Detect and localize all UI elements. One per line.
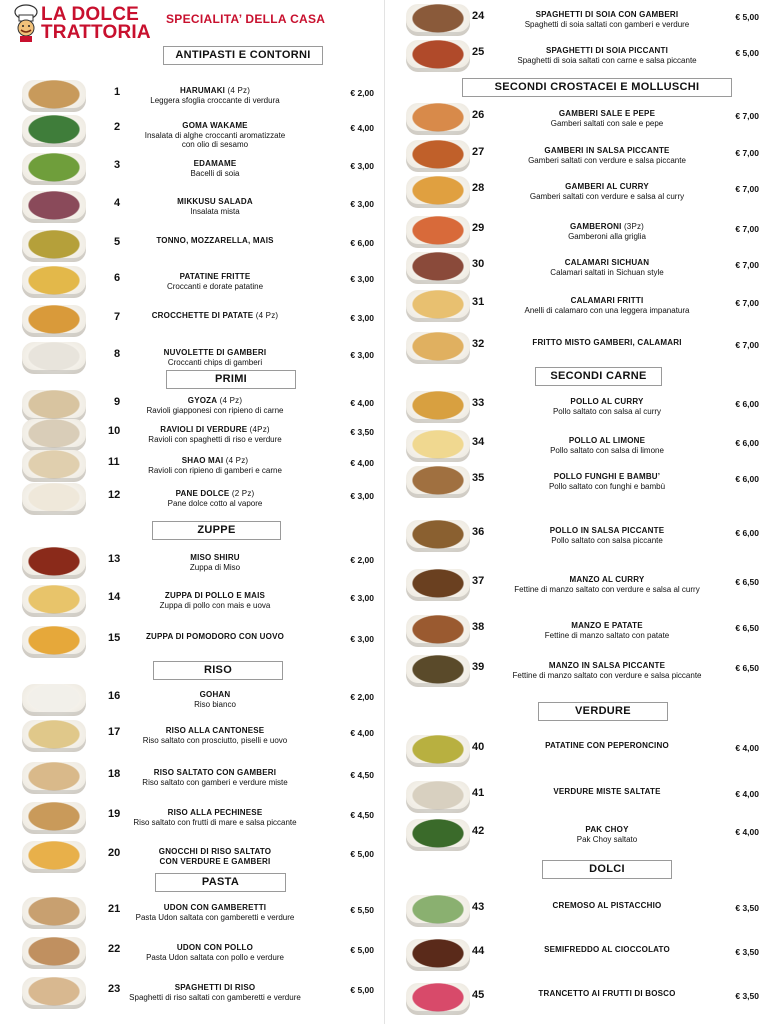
item-description: Fettine di manzo saltato con patate: [544, 630, 670, 640]
item-text: [496, 109, 718, 128]
item-price: € 5,00: [350, 985, 374, 995]
item-name: ZUPPA DI POMODORO CON UOVO: [145, 632, 285, 641]
item-number: 29: [472, 222, 485, 234]
item-portion: (3Pz): [621, 222, 645, 231]
item-number: 24: [472, 10, 485, 22]
item-name: GAMBERONI (3Pz): [569, 222, 645, 231]
item-name: GAMBERI AL CURRY: [565, 182, 649, 191]
item-name: PAK CHOY: [585, 825, 629, 834]
food-photo: [406, 40, 470, 72]
item-number: 16: [108, 690, 121, 702]
item-text: [496, 397, 718, 416]
section-heading: DOLCI: [542, 860, 672, 879]
item-name: EDAMAME: [193, 159, 237, 168]
food-photo: [406, 216, 470, 248]
item-description: Croccanti e dorate patatine: [166, 281, 264, 291]
item-number: 4: [114, 197, 121, 209]
item-price: € 4,00: [735, 827, 759, 837]
item-text: [496, 526, 718, 545]
item-number: 10: [108, 425, 121, 437]
menu-item[interactable]: [0, 436, 768, 472]
item-name: GOHAN: [199, 690, 231, 699]
item-price: € 5,50: [350, 905, 374, 915]
item-price: € 6,50: [735, 577, 759, 587]
item-name: SPAGHETTI DI RISO: [174, 983, 256, 992]
section-heading: SECONDI CROSTACEI E MOLLUSCHI: [462, 78, 732, 97]
item-name: RISO SALTATO CON GAMBERI: [153, 768, 277, 777]
item-price: € 6,00: [735, 474, 759, 484]
item-price: € 3,00: [350, 313, 374, 323]
item-description: Riso bianco: [194, 699, 236, 709]
menu-item[interactable]: [0, 825, 768, 861]
item-description: Pane dolce cotto al vapore: [167, 498, 263, 508]
menu-item[interactable]: [0, 10, 768, 46]
item-price: € 3,00: [350, 350, 374, 360]
item-name: HARUMAKI (4 Pz): [179, 86, 251, 95]
item-number: 5: [114, 236, 121, 248]
food-photo: [406, 103, 470, 135]
item-portion: (2 Pz): [229, 489, 255, 498]
item-number: 30: [472, 258, 485, 270]
menu-item[interactable]: [0, 222, 768, 258]
item-text: [496, 10, 718, 29]
item-price: € 3,00: [350, 634, 374, 644]
item-number: 20: [108, 847, 121, 859]
item-price: € 2,00: [350, 692, 374, 702]
food-photo: [406, 466, 470, 498]
item-description: Zuppa di Miso: [189, 562, 241, 572]
item-name: CALAMARI SICHUAN: [564, 258, 650, 267]
menu-item[interactable]: [0, 901, 768, 937]
item-price: € 5,00: [350, 849, 374, 859]
item-price: € 7,00: [735, 260, 759, 270]
item-name: FRITTO MISTO GAMBERI, CALAMARI: [532, 338, 682, 347]
item-price: € 5,00: [735, 48, 759, 58]
item-name: UDON CON GAMBERETTI: [163, 903, 267, 912]
item-price: € 3,50: [735, 947, 759, 957]
item-description: Spaghetti di riso saltati con gamberetti e verdure: [129, 992, 301, 1002]
item-portion: (4 Pz): [217, 396, 243, 405]
item-text: [496, 989, 718, 999]
item-name: PANE DOLCE (2 Pz): [175, 489, 255, 498]
item-name: RAVIOLI DI VERDURE (4Pz): [160, 425, 270, 434]
item-description: Pak Choy saltato: [576, 834, 638, 844]
item-price: € 4,50: [350, 810, 374, 820]
item-name: POLLO IN SALSA PICCANTE: [549, 526, 665, 535]
item-name: GYOZA (4 Pz): [187, 396, 243, 405]
item-description: Pollo saltato con funghi e bambù: [548, 481, 666, 491]
food-photo: [406, 4, 470, 36]
item-number: 27: [472, 146, 485, 158]
item-name: RISO ALLA CANTONESE: [165, 726, 265, 735]
item-description: Bacelli di soia: [190, 168, 240, 178]
food-photo: [406, 615, 470, 647]
food-photo: [406, 520, 470, 552]
item-number: 25: [472, 46, 485, 58]
item-name: GOMA WAKAME: [182, 121, 248, 130]
item-price: € 2,00: [350, 88, 374, 98]
item-name: ZUPPA DI POLLO E MAIS: [164, 591, 266, 600]
item-description: Insalata mista: [190, 206, 240, 216]
item-price: € 6,50: [735, 663, 759, 673]
item-number: 3: [114, 159, 121, 171]
item-description: Gamberoni alla griglia: [568, 231, 646, 241]
section-heading: PASTA: [155, 873, 286, 892]
item-number: 41: [472, 787, 485, 799]
item-price: € 6,00: [350, 238, 374, 248]
item-number: 18: [108, 768, 121, 780]
item-text: [496, 661, 718, 680]
item-price: € 4,00: [350, 728, 374, 738]
item-name: SPAGHETTI DI SOIA CON GAMBERI: [535, 10, 679, 19]
item-name: TRANCETTO AI FRUTTI DI BOSCO: [538, 989, 676, 998]
item-portion: (4 Pz): [253, 311, 279, 320]
item-text: [496, 945, 718, 955]
item-price: € 6,00: [735, 399, 759, 409]
item-number: 11: [108, 456, 120, 468]
food-photo: [406, 391, 470, 423]
item-description: Ravioli con ripieno di gamberi e carne: [148, 465, 282, 475]
item-text: [496, 182, 718, 201]
item-price: € 6,50: [735, 623, 759, 633]
item-price: € 4,00: [350, 123, 374, 133]
item-text: [496, 575, 718, 594]
item-price: € 3,00: [350, 161, 374, 171]
food-photo: [406, 290, 470, 322]
item-number: 35: [472, 472, 485, 484]
item-description: Zuppa di pollo con mais e uova: [159, 600, 271, 610]
menu-item[interactable]: [0, 109, 768, 145]
item-name: MISO SHIRU: [190, 553, 240, 562]
item-name: UDON CON POLLO: [176, 943, 254, 952]
brand-name-line1: LA DOLCE: [41, 4, 140, 25]
item-description: Ravioli con spaghetti di riso e verdure: [148, 434, 282, 444]
item-price: € 7,00: [735, 184, 759, 194]
item-text: [496, 296, 718, 315]
item-number: 1: [114, 86, 121, 98]
item-name: GAMBERI IN SALSA PICCANTE: [544, 146, 670, 155]
item-number: 44: [472, 945, 485, 957]
menu-item[interactable]: [0, 741, 768, 777]
item-name: MANZO AL CURRY: [569, 575, 645, 584]
item-number: 7: [114, 311, 121, 323]
item-description: Spaghetti di soia saltati con gamberi e verdure: [524, 19, 690, 29]
menu-item[interactable]: [0, 787, 768, 823]
item-price: € 7,00: [735, 224, 759, 234]
item-portion: (4 Pz): [223, 456, 249, 465]
item-name: GNOCCHI DI RISO SALTATO CON VERDURE E GAMBERI: [158, 847, 272, 866]
item-price: € 7,00: [735, 148, 759, 158]
item-name: TONNO, MOZZARELLA, MAIS: [156, 236, 274, 245]
section-heading: PRIMI: [166, 370, 296, 389]
item-number: 13: [108, 553, 121, 565]
slogan: SPECIALITA’ DELLA CASA: [166, 12, 326, 26]
item-number: 34: [472, 436, 485, 448]
item-number: 36: [472, 526, 485, 538]
item-number: 33: [472, 397, 485, 409]
item-number: 21: [108, 903, 121, 915]
item-text: [496, 338, 718, 348]
food-photo: [406, 252, 470, 284]
item-price: € 7,00: [735, 340, 759, 350]
item-number: 39: [472, 661, 485, 673]
item-description: Spaghetti di soia saltati con carne e salsa piccante: [517, 55, 697, 65]
item-number: 12: [108, 489, 121, 501]
item-name: PATATINE CON PEPERONCINO: [545, 741, 669, 750]
item-price: € 5,00: [735, 12, 759, 22]
item-description: Riso saltato con prosciutto, piselli e uovo: [142, 735, 288, 745]
item-description: Ravioli giapponesi con ripieno di carne: [146, 405, 284, 415]
item-price: € 3,50: [735, 903, 759, 913]
item-name: MIKKUSU SALADA: [177, 197, 253, 206]
item-price: € 4,00: [350, 398, 374, 408]
item-price: € 6,00: [735, 438, 759, 448]
item-price: € 7,00: [735, 298, 759, 308]
item-price: € 6,00: [735, 528, 759, 538]
item-number: 42: [472, 825, 485, 837]
item-number: 15: [108, 632, 121, 644]
menu-item[interactable]: [0, 296, 768, 332]
food-photo: [406, 983, 470, 1015]
item-name: SEMIFREDDO AL CIOCCOLATO: [544, 945, 670, 954]
item-price: € 3,00: [350, 491, 374, 501]
item-price: € 3,00: [350, 274, 374, 284]
item-description: Fettine di manzo saltato con verdure e salsa al curry: [514, 584, 700, 594]
item-name: NUVOLETTE DI GAMBERI: [163, 348, 267, 357]
section-heading: VERDURE: [538, 702, 668, 721]
item-price: € 3,50: [735, 991, 759, 1001]
item-description: Riso saltato con frutti di mare e salsa piccante: [133, 817, 297, 827]
item-number: 37: [472, 575, 485, 587]
food-photo: [406, 332, 470, 364]
item-number: 2: [114, 121, 121, 133]
item-description: Pollo saltato con salsa piccante: [551, 535, 663, 545]
food-photo: [406, 430, 470, 462]
item-description: Insalata di alghe croccanti aromatizzate con olio di sesamo: [144, 130, 286, 149]
food-photo: [406, 655, 470, 687]
item-name: GAMBERI SALE E PEPE: [558, 109, 656, 118]
menu-item[interactable]: [0, 182, 768, 218]
item-name: POLLO AL LIMONE: [568, 436, 646, 445]
item-description: Riso saltato con gamberi e verdure miste: [142, 777, 288, 787]
item-price: € 3,00: [350, 593, 374, 603]
section-heading: SECONDI CARNE: [535, 367, 662, 386]
item-description: Gamberi saltati con verdure e salsa piccante: [528, 155, 686, 165]
item-text: [496, 901, 718, 911]
item-name: CALAMARI FRITTI: [570, 296, 644, 305]
menu-item[interactable]: [0, 989, 768, 1025]
item-price: € 3,50: [350, 427, 374, 437]
item-number: 23: [108, 983, 121, 995]
item-text: [496, 472, 718, 491]
item-number: 8: [114, 348, 121, 360]
item-number: 43: [472, 901, 485, 913]
menu-item[interactable]: [0, 526, 768, 562]
item-name: SPAGHETTI DI SOIA PICCANTI: [545, 46, 669, 55]
item-text: [496, 825, 718, 844]
item-description: Fettine di manzo saltato con verdure e salsa piccante: [512, 670, 702, 680]
item-name: POLLO FUNGHI E BAMBU’: [553, 472, 661, 481]
food-photo: [22, 80, 86, 112]
item-number: 6: [114, 272, 121, 284]
item-description: Leggera sfoglia croccante di verdura: [150, 95, 280, 105]
item-name: PATATINE FRITTE: [179, 272, 251, 281]
item-text: [120, 86, 310, 105]
item-text: [496, 787, 718, 797]
item-number: 22: [108, 943, 121, 955]
item-price: € 4,00: [735, 789, 759, 799]
item-portion: (4Pz): [247, 425, 270, 434]
item-portion: (4 Pz): [225, 86, 251, 95]
menu-item[interactable]: [0, 661, 768, 697]
food-photo: [406, 140, 470, 172]
menu-item[interactable]: [0, 575, 768, 611]
item-description: Pollo saltato con salsa di limone: [550, 445, 664, 455]
item-number: 28: [472, 182, 485, 194]
item-price: € 4,00: [735, 743, 759, 753]
menu-item[interactable]: [0, 397, 768, 433]
section-heading: ANTIPASTI E CONTORNI: [163, 46, 323, 65]
item-name: CREMOSO AL PISTACCHIO: [552, 901, 662, 910]
item-description: Pasta Udon saltata con pollo e verdure: [146, 952, 284, 962]
item-description: Gamberi saltati con verdure e salsa al curry: [529, 191, 685, 201]
item-number: 38: [472, 621, 485, 633]
item-number: 40: [472, 741, 485, 753]
item-name: POLLO AL CURRY: [570, 397, 644, 406]
menu-item[interactable]: [0, 472, 768, 508]
item-name: MANZO IN SALSA PICCANTE: [548, 661, 666, 670]
item-name: RISO ALLA PECHINESE: [167, 808, 263, 817]
item-price: € 2,00: [350, 555, 374, 565]
food-photo: [406, 819, 470, 851]
item-text: [496, 741, 718, 751]
item-price: € 4,00: [350, 458, 374, 468]
food-photo: [406, 781, 470, 813]
item-text: [496, 436, 718, 455]
item-description: Pasta Udon saltata con gamberetti e verdure: [135, 912, 295, 922]
menu-item[interactable]: [0, 46, 768, 82]
section-heading: RISO: [153, 661, 283, 680]
item-text: [496, 222, 718, 241]
item-description: Calamari saltati in Sichuan style: [550, 267, 664, 277]
food-photo: [406, 939, 470, 971]
item-number: 17: [108, 726, 121, 738]
item-text: [496, 146, 718, 165]
menu-item[interactable]: [0, 146, 768, 182]
item-name: MANZO E PATATE: [571, 621, 643, 630]
item-number: 31: [472, 296, 485, 308]
item-number: 9: [114, 396, 121, 408]
food-photo: [406, 895, 470, 927]
item-number: 14: [108, 591, 121, 603]
item-text: [496, 46, 718, 65]
section-heading: ZUPPE: [152, 521, 281, 540]
item-name: VERDURE MISTE SALTATE: [553, 787, 661, 796]
menu-item[interactable]: [0, 258, 768, 294]
brand-name-line2: TRATTORIA: [41, 22, 151, 43]
item-text: [496, 258, 718, 277]
menu-item[interactable]: [0, 621, 768, 657]
item-description: Croccanti chips di gamberi: [167, 357, 263, 367]
item-price: € 7,00: [735, 111, 759, 121]
item-description: Anelli di calamaro con una leggera impanatura: [524, 305, 690, 315]
item-text: [496, 621, 718, 640]
item-description: Gamberi saltati con sale e pepe: [550, 118, 664, 128]
item-name: SHAO MAI (4 Pz): [181, 456, 249, 465]
item-price: € 4,50: [350, 770, 374, 780]
food-photo: [406, 569, 470, 601]
item-number: 19: [108, 808, 121, 820]
food-photo: [406, 735, 470, 767]
item-price: € 5,00: [350, 945, 374, 955]
item-price: € 3,00: [350, 199, 374, 209]
item-number: 45: [472, 989, 485, 1001]
item-number: 26: [472, 109, 485, 121]
item-description: Pollo saltato con salsa al curry: [552, 406, 662, 416]
item-name: CROCCHETTE DI PATATE (4 Pz): [151, 311, 279, 320]
food-photo: [406, 176, 470, 208]
item-number: 32: [472, 338, 485, 350]
menu-item[interactable]: [0, 945, 768, 981]
